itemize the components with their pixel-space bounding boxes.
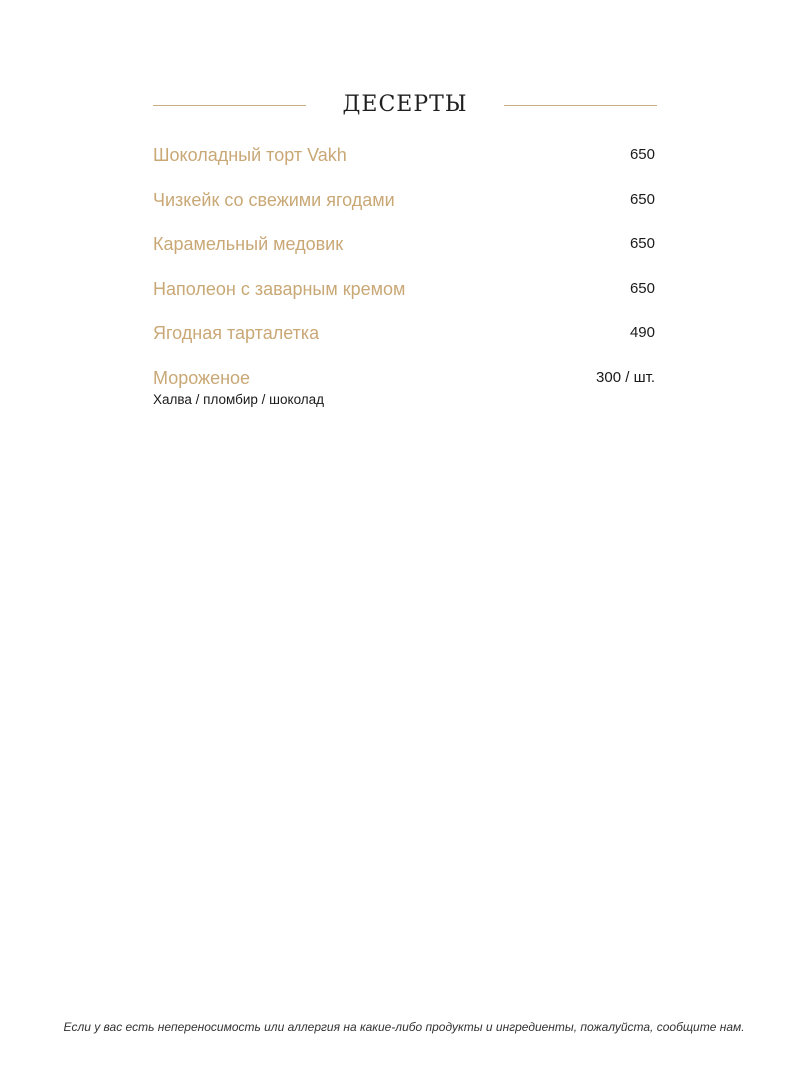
left-divider xyxy=(153,105,306,106)
item-name: Шоколадный торт Vakh xyxy=(153,145,347,165)
right-divider xyxy=(504,105,657,106)
menu-item xyxy=(153,363,655,408)
section-title: ДЕСЕРТЫ xyxy=(342,92,468,117)
item-price: 490 xyxy=(629,324,655,342)
section-header xyxy=(153,88,657,122)
item-price: 300 / шт. xyxy=(596,368,655,386)
item-price: 650 xyxy=(629,190,655,208)
item-price: 650 xyxy=(629,146,655,163)
dessert-list xyxy=(153,140,655,408)
item-name: Ягодная тарталетка xyxy=(153,323,320,344)
item-price: 650 xyxy=(629,279,655,297)
item-name: Карамельный медовик xyxy=(153,234,344,255)
menu-item xyxy=(153,274,655,319)
menu-item xyxy=(153,140,655,185)
menu-item xyxy=(153,318,655,363)
menu-item xyxy=(153,185,655,230)
allergy-footnote: Если у вас есть непереносимость или аллергия на какие-либо продукты и ингредиенты, пожалуйста, сообщите нам. xyxy=(63,1020,745,1034)
item-name: Чизкейк со свежими ягодами xyxy=(153,189,395,210)
menu-item xyxy=(153,229,655,274)
item-description: Халва / пломбир / шоколад xyxy=(153,391,325,407)
item-name: Наполеон с заварным кремом xyxy=(153,278,406,299)
item-name: Мороженое xyxy=(153,367,251,388)
item-price: 650 xyxy=(629,235,655,253)
